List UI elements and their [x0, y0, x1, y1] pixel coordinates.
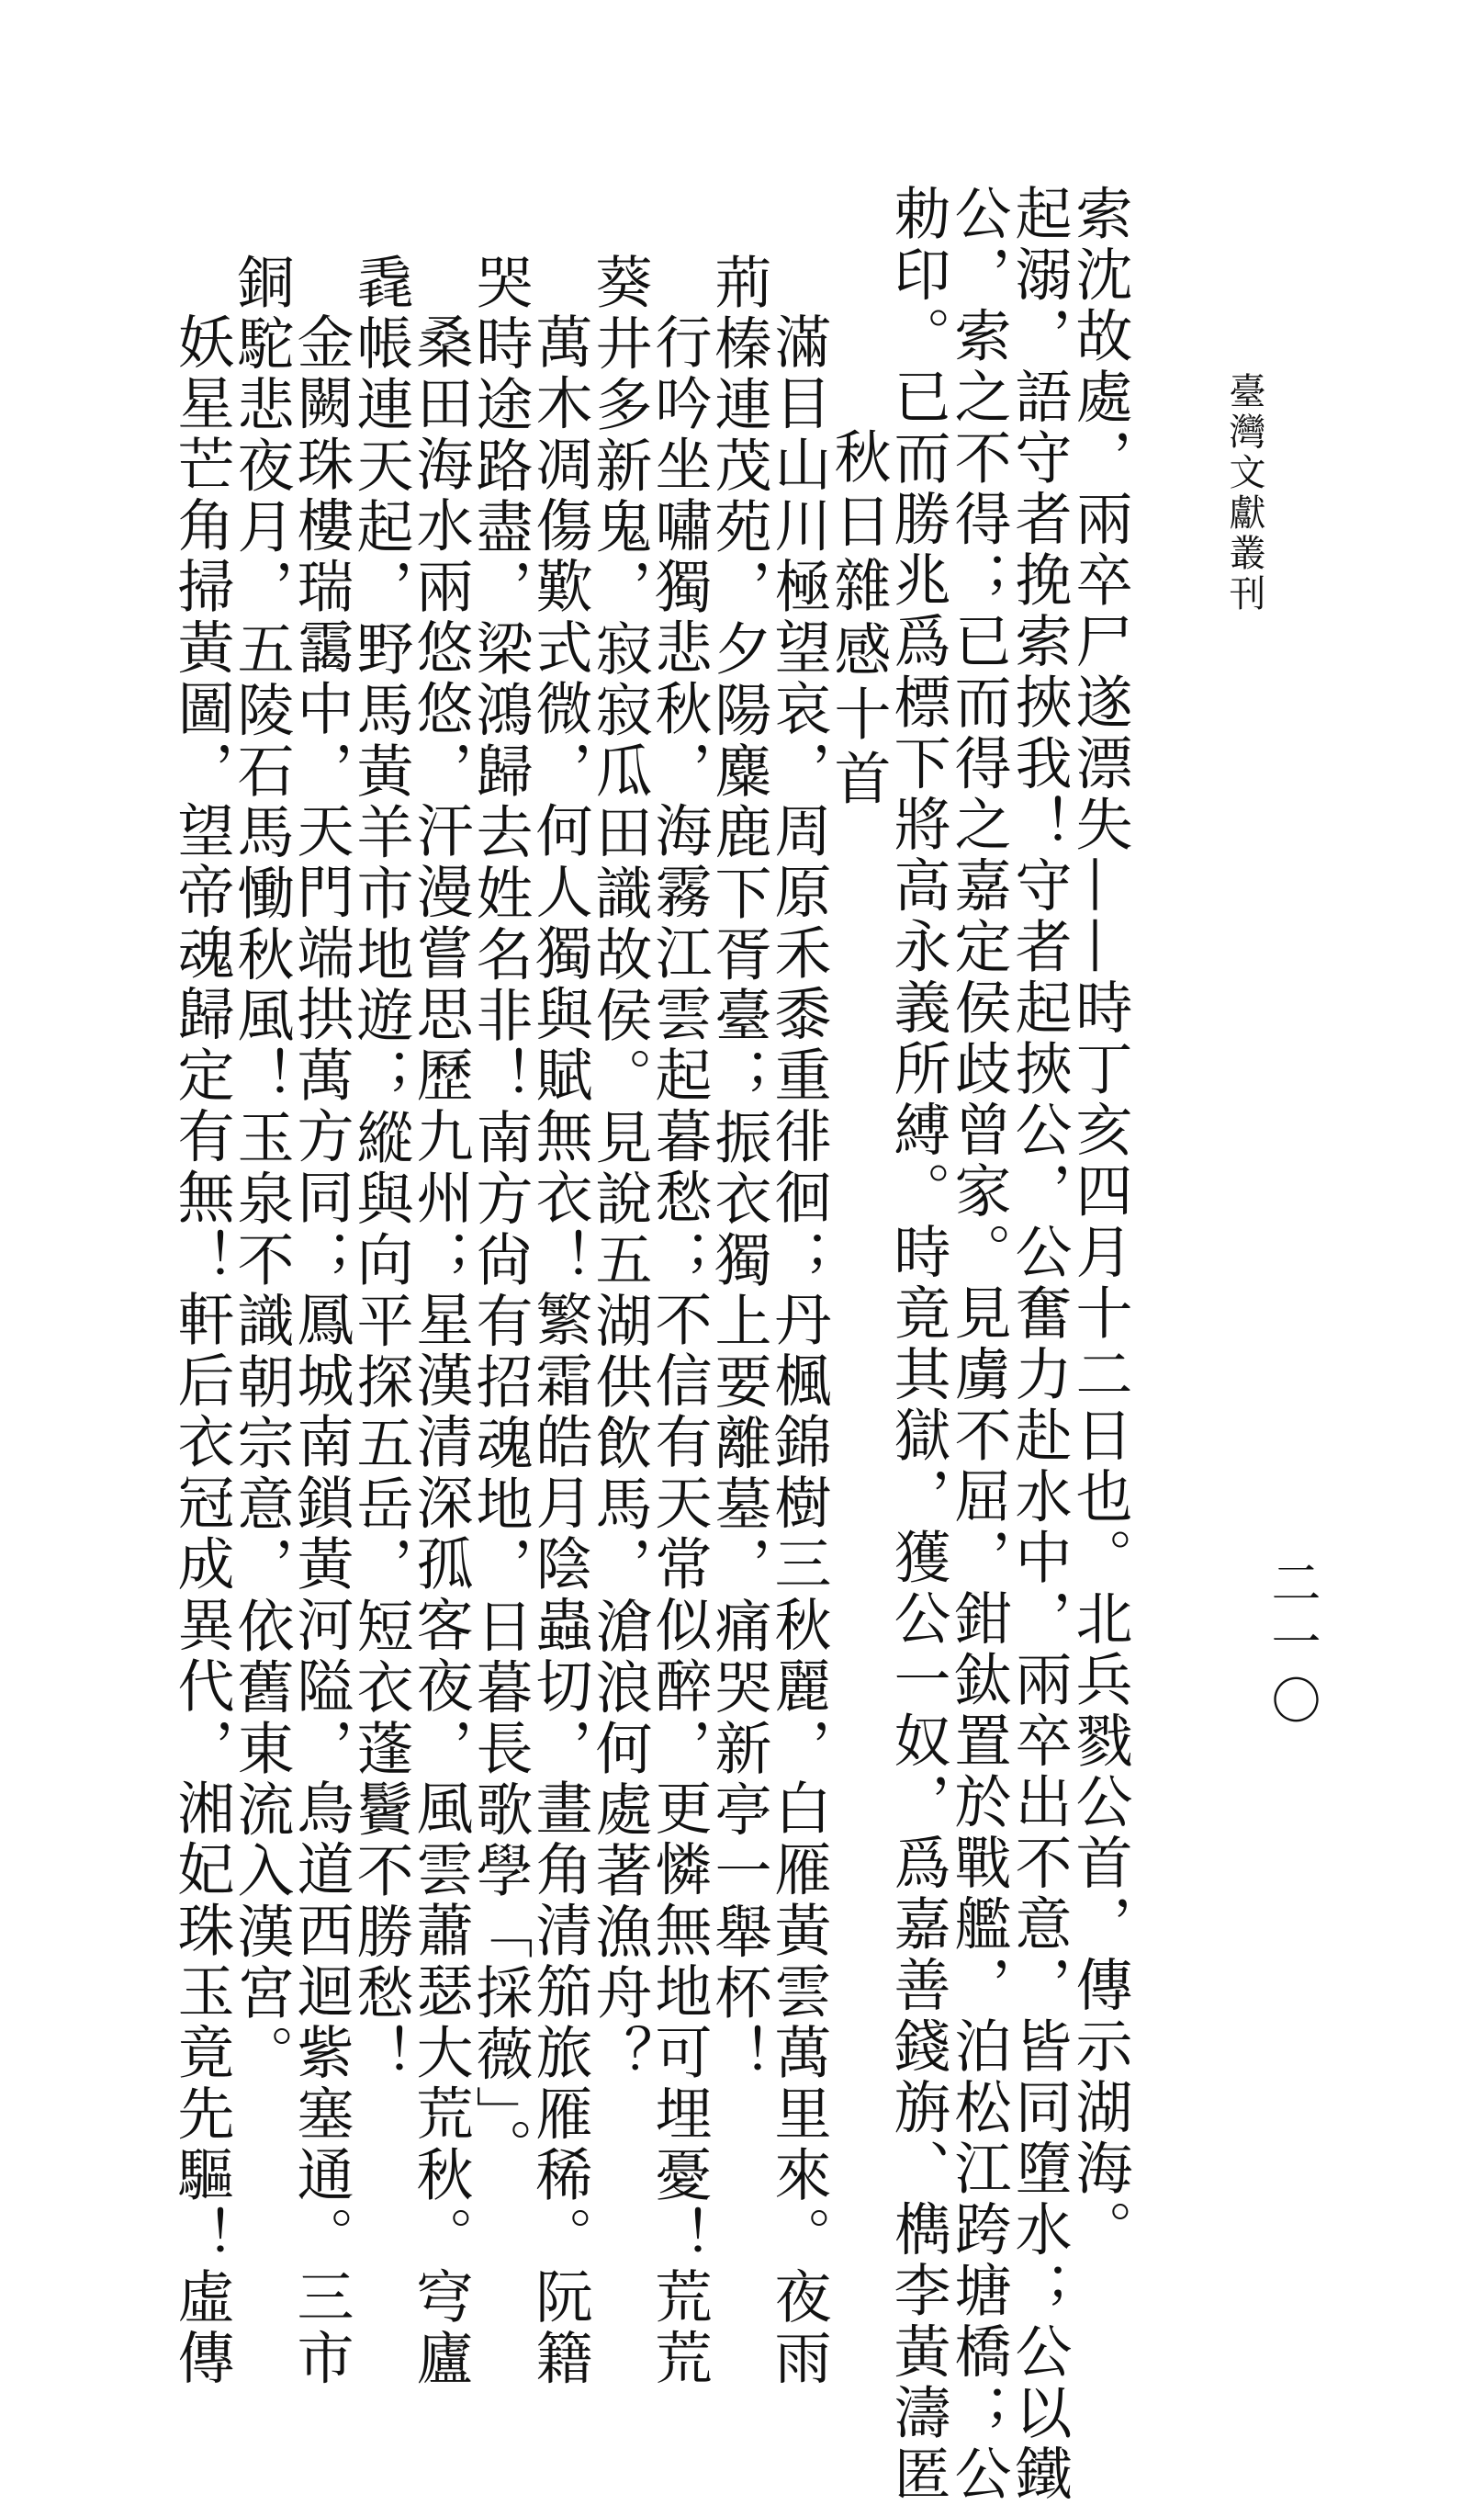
text-column: 荊榛連茂苑，夕陽麋鹿下胥臺；振衣獨上要離墓，痛哭新亭一舉杯！	[705, 253, 772, 2085]
text-column: 葵井多新鬼，寂寂瓜田識故侯。見說五湖供飲馬，滄浪何處著漁舟？	[586, 253, 653, 2085]
text-column: 勅印。已而勝兆爲標下將高永義所縛。時竟其獄，獲公一奴，爲嘉善錢旃、檇李黃濤匿	[884, 184, 951, 2505]
page-number: 二一〇	[1264, 1557, 1321, 1733]
text-column: 毳帳連天起，野馬黃羊市地遊；縱與向平探五岳，短衣蓬鬢不勝愁！	[347, 253, 414, 2085]
running-title: 臺灣文獻叢刊	[1223, 372, 1265, 615]
text-column: 公，索之不得；已而得之嘉定侯歧曾家。見虜不屈，鉗鈦置於戰艦，泊松江跨塘橋；公	[945, 184, 1012, 2505]
text-column: 滿目山川極望哀，周原禾黍重徘徊；丹楓錦樹三秋麗，白雁黃雲萬里來。夜雨	[765, 312, 832, 2389]
text-column: 銅駝悲夜月，五陵石馬慟秋風！玉泉不識朝宗意，依舊東流入漢宮。	[228, 253, 295, 2085]
text-column: 妖星芒角掃黃圖，望帝魂歸定有無！軒后衣冠成異代，湘妃珠玉竟先驅！虛傳	[168, 312, 235, 2389]
poem-title: 秋日雜感十首	[825, 427, 892, 813]
text-column: 桑田海水兩悠悠，汗漫嘗思歷九州；星漢清深孤客夜，風雲蕭瑟大荒秋。穹廬	[407, 312, 474, 2389]
text-column: 哭時途路盡，梁鴻歸去姓名非！南方尙有招魂地，日暮長歌學「採薇」。	[467, 253, 534, 2179]
text-column: 索沈故處，兩卒尸遂漂失——時丁亥四月十二日也。北兵戮公首，傳示湖海。	[1066, 184, 1133, 2261]
text-column: 起溺，語守者挽索挾我！守者起挾公，公奮力赴水中，兩卒出不意，皆同墮水；公以鐵	[1006, 184, 1073, 2505]
text-column: 行吟坐嘯獨悲秋，海霧江雲起暮愁；不信有天常似醉，更憐無地可埋憂！荒荒	[646, 312, 713, 2389]
text-column: 萬木凋傷歎式微，何人獨與賦無衣！繁霜皓月陰蟲切，畫角清笳旅雁稀。阮籍	[526, 312, 593, 2389]
text-column: 金闕珠樓瑞靄中，天門端拱萬方同；鳳城南鎖黃河隘，鳥道西迴紫塞通。三市	[287, 312, 354, 2389]
